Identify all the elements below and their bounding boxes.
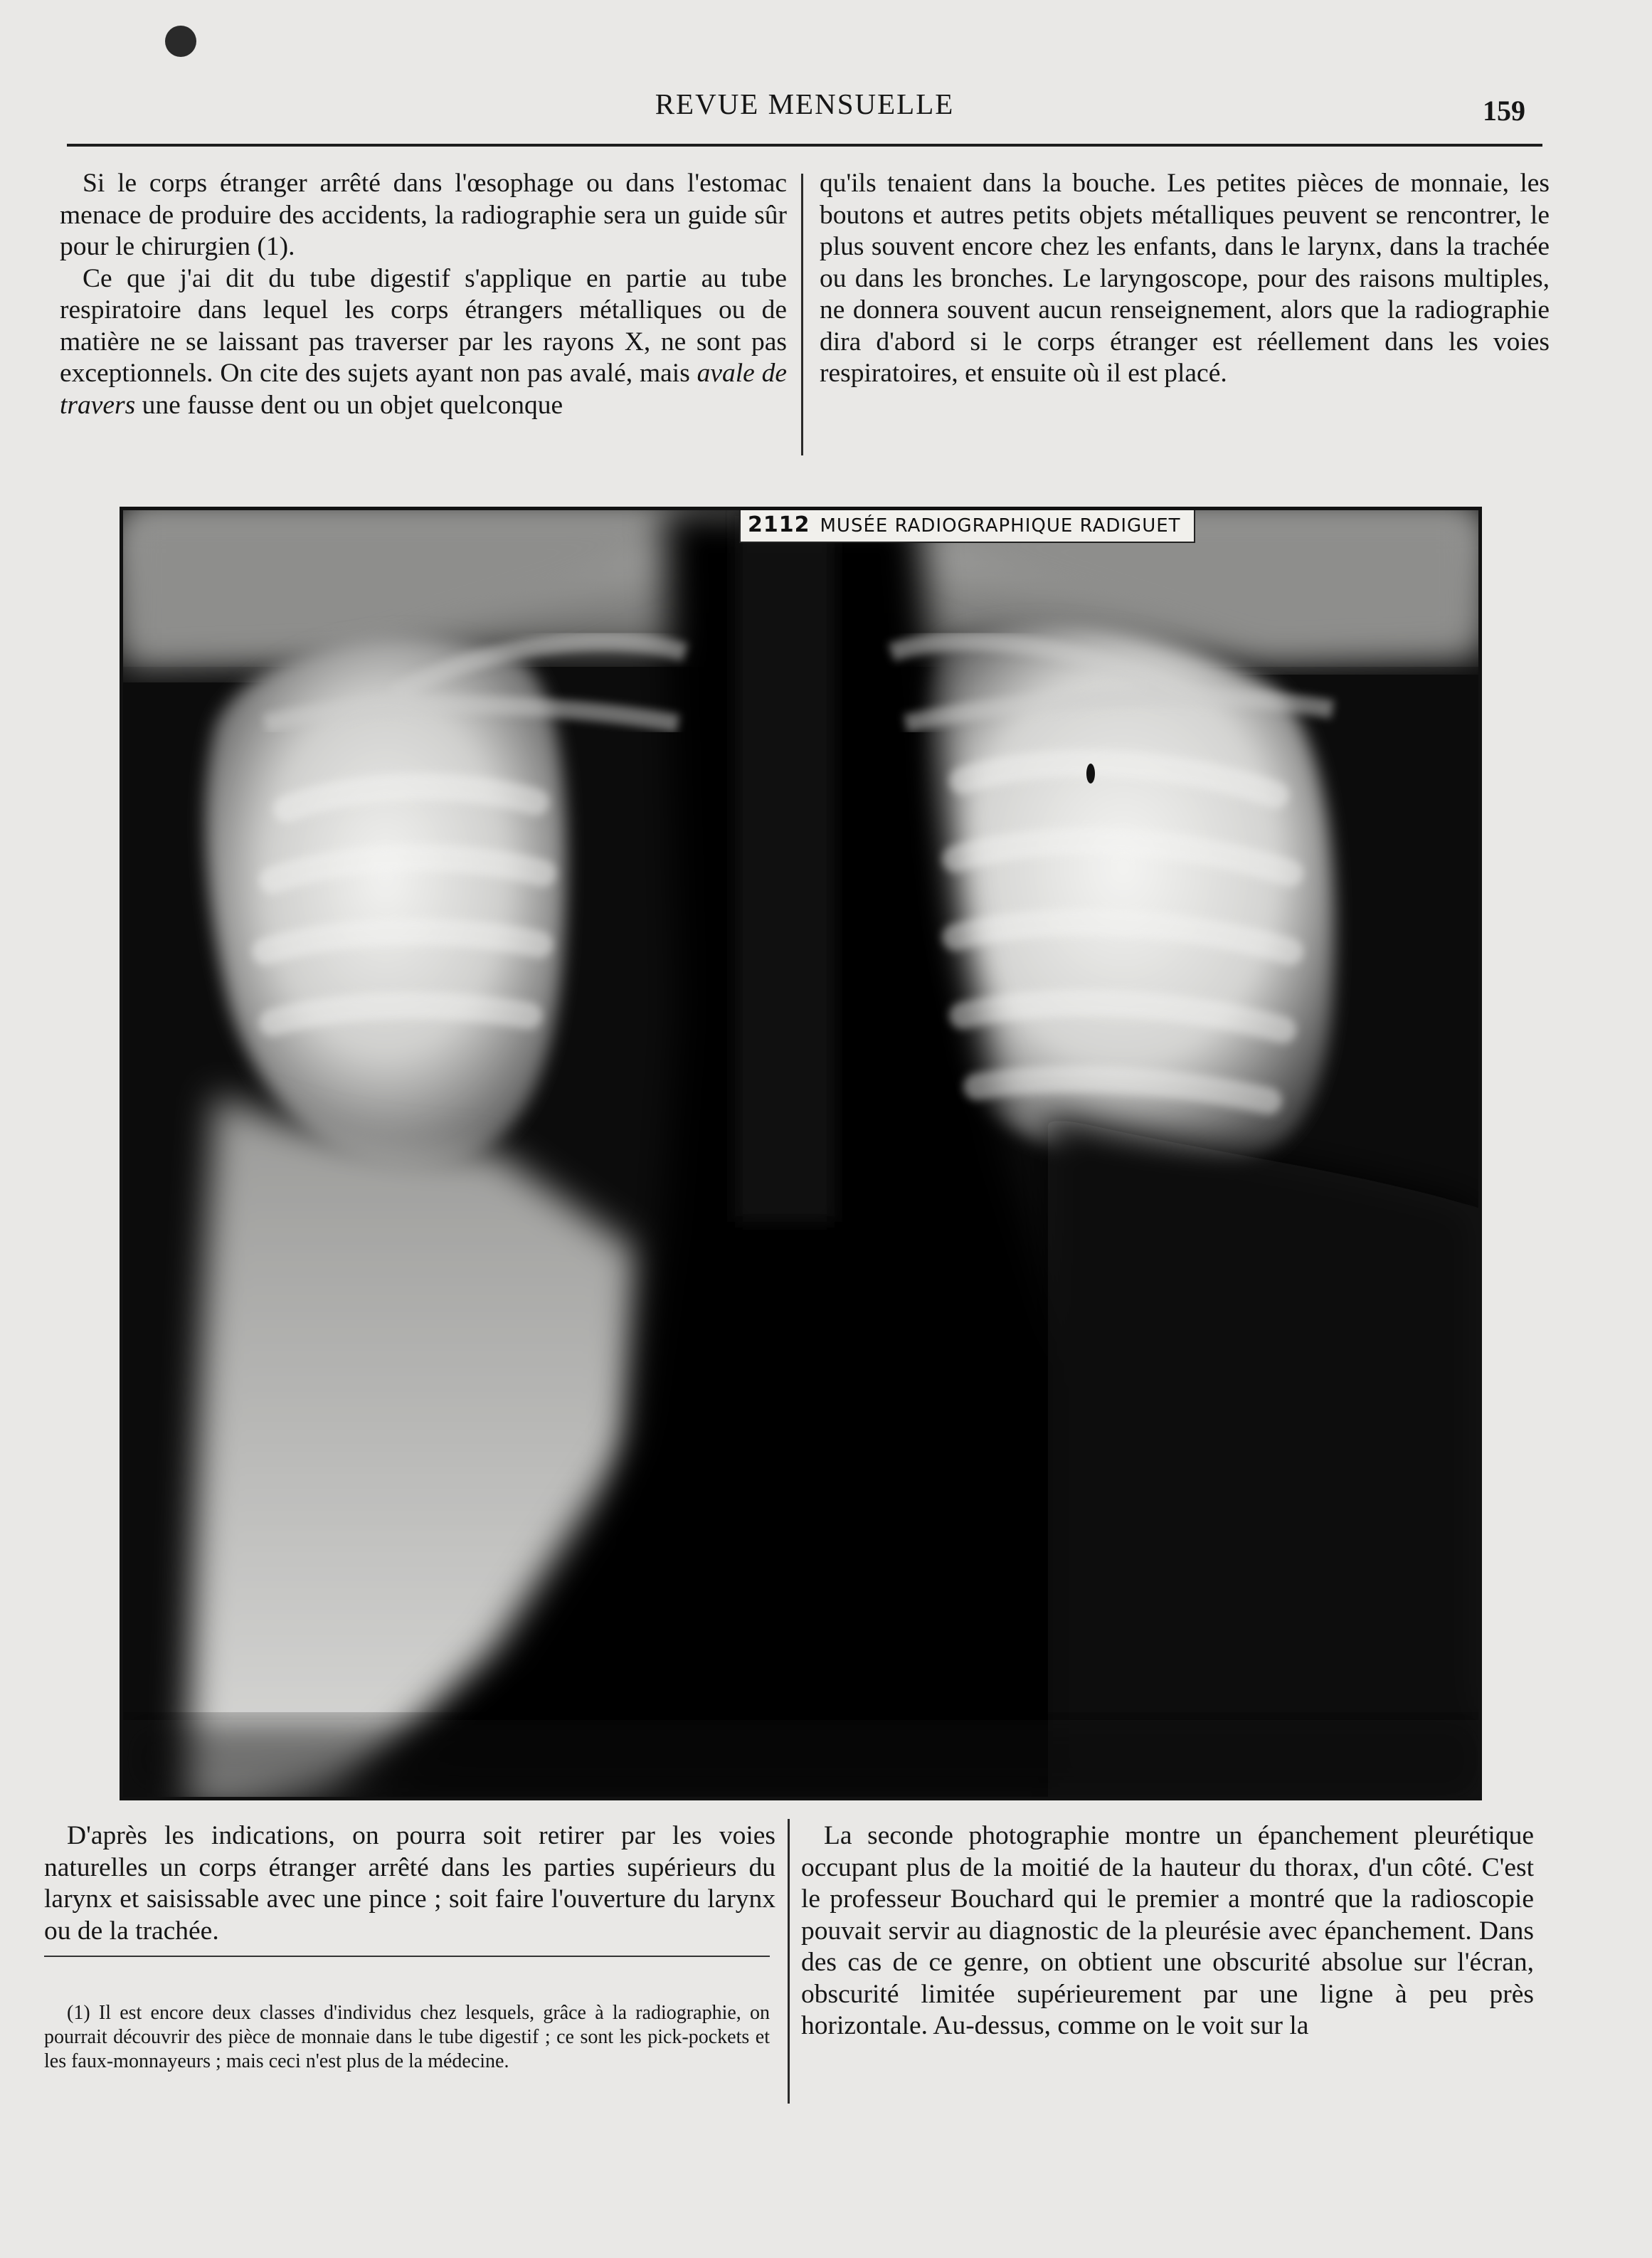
top-right-column — [820, 168, 1550, 390]
footnote — [44, 2001, 770, 2074]
journal-title: REVUE MENSUELLE — [655, 88, 955, 120]
binder-hole — [165, 26, 196, 57]
running-head — [67, 84, 1542, 148]
paragraph-esophagus: Si le corps étranger arrêté dans l'œsophage ou dans l'estomac menace de produire des accidents, la radiographie sera un guide sûr pour le chirurgien (1). — [60, 169, 787, 261]
bottom-right-column — [801, 1820, 1534, 2042]
top-left-column — [60, 168, 787, 421]
figure-caption: MUSÉE RADIOGRAPHIQUE RADIGUET — [820, 515, 1181, 537]
figure-number: 2112 — [748, 512, 810, 537]
figure-label — [739, 509, 1195, 543]
bottom-left-column — [44, 1820, 775, 1947]
paragraph-indications: D'après les indications, on pourra soit retirer par les voies naturelles un corps étranger arrêté dans les parties supérieurs du larynx et saisissable avec une pince ; soit faire l'ouverture du larynx ou de la trachée. — [44, 1821, 775, 1946]
paragraph-text: une fausse dent ou un objet quelconque — [135, 390, 563, 420]
chest-radiograph — [123, 510, 1478, 1797]
page-number: 159 — [1483, 95, 1525, 127]
paragraph-respiratory — [60, 263, 787, 422]
chest-radiograph-figure — [120, 507, 1482, 1800]
italic-phrase: avale de travers — [60, 359, 787, 420]
paragraph-continuation: qu'ils tenaient dans la bouche. Les petites pièces de monnaie, les boutons et autres petits objets métalliques peuvent se rencontrer, le plus souvent encore chez les enfants, dans le larynx, dans la trachée ou dans les bronches. Le laryngoscope, pour des raisons multiples, ne donnera souvent aucun renseignement, alors que la radiographie dira d'abord si le corps étranger est réellement dans les voies respiratoires, et ensuite où il est placé. — [820, 169, 1550, 388]
paragraph-text: Ce que j'ai dit du tube digestif s'applique en partie au tube respiratoire dans lequel les corps étrangers métalliques ou de matière ne se laissant pas traverser par les rayons X, ne sont pas exceptionnels. On cite des sujets ayant non pas avalé, mais — [60, 263, 787, 388]
column-rule — [788, 1819, 790, 2104]
header-rule — [67, 144, 1542, 147]
paragraph-pleurisy: La seconde photographie montre un épanchement pleurétique occupant plus de la moitié de la hauteur du thorax, d'un côté. C'est le professeur Bouchard qui le premier a montré que la radioscopie pouvait servir au diagnostic de la pleurésie avec épanchement. Dans des cas de ce genre, on obtient une obscurité absolue sur l'écran, obscurité limitée supérieurement par une ligne à peu près horizontale. Au-dessus, comme on le voit sur la — [801, 1821, 1534, 2040]
column-rule — [801, 174, 803, 455]
footnote-text: (1) Il est encore deux classes d'individus chez lesquels, grâce à la radiographie, on pourrait découvrir des pièce de monnaie dans le tube digestif ; ce sont les pick-pockets et les faux-monnayeurs ; mais ceci n'est plus de la médecine. — [44, 2002, 770, 2072]
footnote-rule — [44, 1956, 770, 1957]
